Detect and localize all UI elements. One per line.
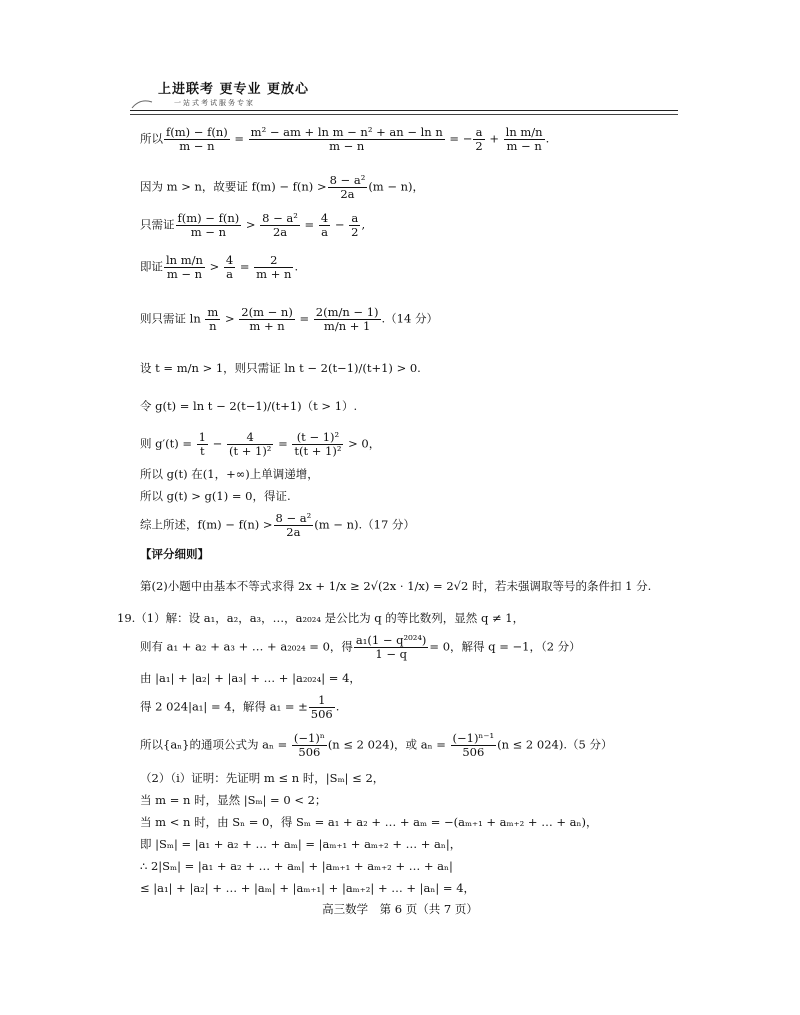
rubric-line: 第(2)小题中由基本不等式求得 2x + 1/x ≥ 2√(2x · 1/x) = 2√2 时，若未强调取等号的条件扣 1 分.	[140, 579, 652, 593]
fraction: $\frac{\text{(−1)ⁿ⁻¹}}{506}$	[452, 731, 495, 760]
line-8: 则 g′(t) = $\frac{1}{t}$ − $\frac{4}{\text{(t + 1)²}}$ = $\frac{\text{(t − 1)²}}{\text{t(t + 1)²}}$ > 0，	[140, 430, 381, 459]
fraction: $\frac{f(m) - f(n)}{m - n}$	[166, 125, 228, 154]
fraction: $\frac{\text{a₁(1 − q²⁰²⁴)}}{1 - q}$	[355, 633, 427, 662]
fraction: $\frac{\text{m² − am + ln m − n² + an − ln n}}{m - n}$	[250, 125, 443, 154]
fraction: $\frac{2(m/n - 1)}{m/n + 1}$	[315, 305, 379, 334]
q19-line-3: 由 |a₁| + |a₂| + |a₃| + … + |a₂₀₂₄| = 4，	[140, 671, 361, 685]
fraction: $\frac{2}{m + n}$	[256, 253, 292, 282]
fraction: $\frac{\text{(t − 1)²}}{\text{t(t + 1)²}}$	[294, 430, 342, 459]
fraction: $\frac{f(m) - f(n)}{m - n}$	[177, 211, 240, 240]
fraction: $\frac{a}{2}$	[475, 125, 483, 154]
fraction: $\frac{\text{(−1)ⁿ}}{506}$	[293, 731, 325, 760]
page-footer: 高三数学 第 6 页（共 7 页）	[322, 902, 478, 916]
fraction: $\frac{4}{\text{(t + 1)²}}$	[228, 430, 272, 459]
fraction: $\frac{2(m - n)}{m + n}$	[241, 305, 293, 334]
header-slogan: 上进联考 更专业 更放心	[158, 82, 310, 97]
fraction: $\frac{4}{a}$	[225, 253, 234, 282]
line-1: 所以 $\frac{f(m) - f(n)}{m - n}$ = $\frac{\text{m² − am + ln m − n² + an − ln n}}{m - n}$ = − $\frac{a}{2}$ + $\frac{\text{ln m/n}}{m - n}$ .	[140, 125, 550, 154]
q19-line-11: ≤ |a₁| + |a₂| + … + |aₘ| + |aₘ₊₁| + |aₘ₊₂| + … + |aₙ| = 4，	[140, 881, 476, 895]
fraction: $\frac{\text{8 − a²}}{2a}$	[262, 211, 298, 240]
q19-line-9: 即 |Sₘ| = |a₁ + a₂ + … + aₘ| = |aₘ₊₁ + aₘ₊₂ + … + aₙ|，	[140, 837, 462, 851]
fraction: $\frac{\text{ln m/n}}{m - n}$	[166, 253, 203, 282]
fraction: $\frac{\text{8 − a²}}{2a}$	[329, 173, 366, 202]
fraction: $\frac{m}{n}$	[207, 305, 219, 334]
q19-line-6: （2）（i）证明：先证明 m ≤ n 时，|Sₘ| ≤ 2，	[140, 771, 385, 785]
fraction: $\frac{1}{506}$	[310, 693, 333, 722]
line-9: 所以 g(t) 在(1，+∞)上单调递增，	[140, 467, 319, 481]
line-11: 综上所述，f(m) − f(n) > $\frac{\text{8 − a²}}{2a}$ (m − n).（17 分）	[140, 511, 415, 540]
q19-line-5: 所以{aₙ}的通项公式为 aₙ = $\frac{\text{(−1)ⁿ}}{506}$ (n ≤ 2 024)，或 aₙ = $\frac{\text{(−1)ⁿ⁻¹}}{506}$ (n ≤ 2 024).（5 分）	[140, 731, 613, 760]
fraction: $\frac{1}{t}$	[198, 430, 206, 459]
fraction: $\frac{a}{2}$	[351, 211, 359, 240]
q19-line-8: 当 m < n 时，由 Sₙ = 0，得 Sₘ = a₁ + a₂ + … + aₘ = −(aₘ₊₁ + aₘ₊₂ + … + aₙ)，	[140, 815, 598, 829]
line-3: 只需证 $\frac{f(m) - f(n)}{m - n}$ > $\frac{\text{8 − a²}}{2a}$ = $\frac{4}{a}$ − $\frac{a}{2}$ ,	[140, 211, 366, 240]
q19-line-2: 则有 a₁ + a₂ + a₃ + … + a₂₀₂₄ = 0，得 $\frac{\text{a₁(1 − q²⁰²⁴)}}{1 - q}$ = 0，解得 q = −1，（2 分）	[140, 633, 581, 662]
q19-line-7: 当 m = n 时，显然 |Sₘ| = 0 < 2；	[140, 793, 327, 807]
q19-line-10: ∴ 2|Sₘ| = |a₁ + a₂ + … + aₘ| + |aₘ₊₁ + aₘ₊₂ + … + aₙ|	[140, 859, 453, 873]
fraction: $\frac{\text{8 − a²}}{2a}$	[275, 511, 312, 540]
rubric-title: 【评分细则】	[140, 547, 209, 561]
fraction: $\frac{\text{ln m/n}}{m - n}$	[505, 125, 543, 154]
q19-line-4: 得 2 024|a₁| = 4，解得 a₁ = ± $\frac{1}{506}$ .	[140, 693, 340, 722]
line-6: 设 t = m/n > 1，则只需证 ln t − 2(t−1)/(t+1) > 0.	[140, 361, 421, 375]
fraction: $\frac{4}{a}$	[320, 211, 329, 240]
q19-line-1: 19.（1）解：设 a₁，a₂，a₃，…，a₂₀₂₄ 是公比为 q 的等比数列，显然 q ≠ 1，	[117, 611, 525, 625]
line-4: 即证 $\frac{\text{ln m/n}}{m - n}$ > $\frac{4}{a}$ = $\frac{2}{m + n}$ .	[140, 253, 299, 282]
header-rule	[130, 110, 678, 111]
line-10: 所以 g(t) > g(1) = 0，得证.	[140, 489, 291, 503]
header-decoration-icon	[130, 96, 154, 110]
header-subslogan: 一站式考试服务专家	[174, 99, 255, 107]
line-2: 因为 m > n，故要证 f(m) − f(n) > $\frac{\text{8 − a²}}{2a}$ (m − n)，	[140, 173, 425, 202]
line-7: 令 g(t) = ln t − 2(t−1)/(t+1)（t > 1）.	[140, 399, 358, 413]
line-5: 则只需证 ln $\frac{m}{n}$ > $\frac{2(m - n)}{m + n}$ = $\frac{2(m/n - 1)}{m/n + 1}$ .（14 分）	[140, 305, 438, 334]
header-rule-thin	[130, 114, 678, 115]
